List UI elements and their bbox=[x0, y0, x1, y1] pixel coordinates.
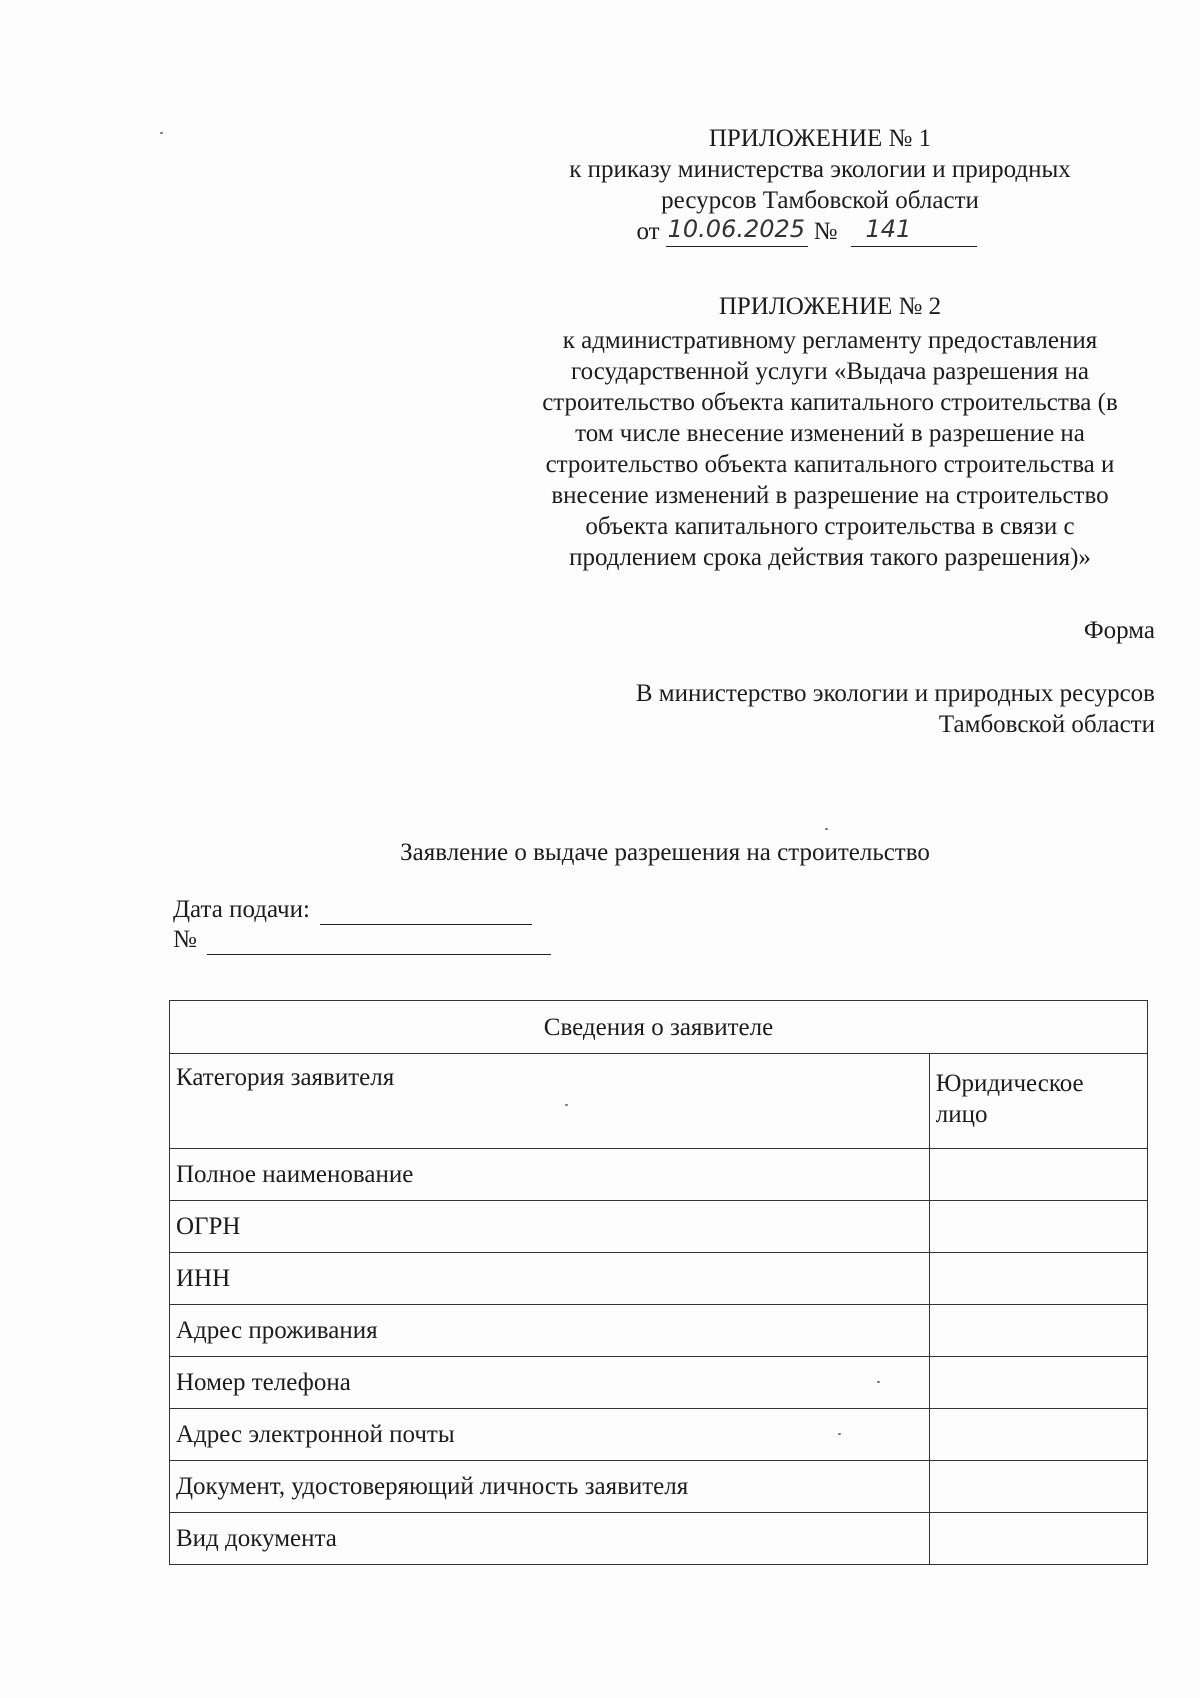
appendix-2-line: государственной услуги «Выдача разрешения на bbox=[571, 358, 1089, 385]
appendix-2-line: к административному регламенту предоставления bbox=[562, 327, 1098, 354]
appendix-1-line-2: ресурсов Тамбовской области bbox=[661, 187, 979, 214]
row-value-cell[interactable] bbox=[929, 1461, 1147, 1513]
form-label: Форма bbox=[1083, 617, 1155, 644]
applicant-info-table bbox=[169, 1000, 1148, 1565]
row-value-cell[interactable] bbox=[929, 1149, 1147, 1201]
category-value-line-1: Юридическое bbox=[935, 1070, 1084, 1097]
order-date-handwritten: 10.06.2025 bbox=[667, 215, 806, 243]
appendix-2-title: ПРИЛОЖЕНИЕ № 2 bbox=[718, 293, 942, 320]
row-label: Адрес проживания bbox=[170, 1305, 930, 1357]
scan-speck bbox=[877, 1381, 880, 1383]
filing-date-field[interactable] bbox=[320, 900, 532, 925]
order-number-handwritten: 141 bbox=[865, 215, 912, 243]
appendix-2-header bbox=[480, 291, 1180, 573]
appendix-2-line: строительство объекта капитального строительства (в bbox=[542, 389, 1118, 416]
row-label: Документ, удостоверяющий личность заявителя bbox=[170, 1461, 930, 1513]
appendix-2-line: внесение изменений в разрешение на строительство bbox=[551, 482, 1109, 509]
appendix-2-line: том числе внесение изменений в разрешение на bbox=[575, 420, 1085, 447]
table-row bbox=[170, 1149, 1148, 1201]
category-value-line-2: лицо bbox=[935, 1101, 988, 1128]
document-title: Заявление о выдаче разрешения на строительство bbox=[400, 839, 930, 866]
appendix-1-header bbox=[500, 123, 1140, 250]
table-row bbox=[170, 1305, 1148, 1357]
scan-speck bbox=[565, 1104, 568, 1106]
row-value-cell[interactable] bbox=[929, 1253, 1147, 1305]
row-value-cell[interactable] bbox=[929, 1201, 1147, 1253]
table-row bbox=[170, 1357, 1148, 1409]
appendix-2-line: объекта капитального строительства в связи с bbox=[585, 513, 1075, 540]
appendix-1-line-1: к приказу министерства экологии и природных bbox=[569, 156, 1071, 183]
addressee-line-1: В министерство экологии и природных ресурсов bbox=[635, 680, 1155, 707]
row-value-cell[interactable] bbox=[929, 1305, 1147, 1357]
addressee-line-2: Тамбовской области bbox=[938, 711, 1155, 738]
table-row bbox=[170, 1054, 1148, 1149]
number-prefix: № bbox=[813, 218, 838, 245]
appendix-2-line: строительство объекта капитального строительства и bbox=[545, 451, 1115, 478]
row-label: ИНН bbox=[170, 1253, 930, 1305]
table-header: Сведения о заявителе bbox=[170, 1001, 1148, 1054]
row-label: Номер телефона bbox=[170, 1357, 930, 1409]
order-date-number-line bbox=[500, 216, 1140, 250]
scan-speck bbox=[160, 132, 163, 134]
filing-date-label: Дата подачи: bbox=[173, 896, 310, 923]
filing-fields bbox=[173, 895, 551, 955]
filing-number-field[interactable] bbox=[207, 930, 551, 955]
filing-date-row bbox=[173, 895, 551, 925]
filing-number-row bbox=[173, 925, 551, 955]
filing-number-label: № bbox=[173, 926, 197, 953]
table-row bbox=[170, 1409, 1148, 1461]
table-row bbox=[170, 1201, 1148, 1253]
table-row bbox=[170, 1513, 1148, 1565]
row-label: Адрес электронной почты bbox=[170, 1409, 930, 1461]
table-header-row bbox=[170, 1001, 1148, 1054]
row-label: Вид документа bbox=[170, 1513, 930, 1565]
category-value bbox=[929, 1054, 1147, 1149]
row-value-cell[interactable] bbox=[929, 1357, 1147, 1409]
row-label: Полное наименование bbox=[170, 1149, 930, 1201]
order-date-field bbox=[666, 215, 808, 247]
row-value-cell[interactable] bbox=[929, 1513, 1147, 1565]
date-prefix: от bbox=[636, 218, 660, 245]
category-label: Категория заявителя bbox=[170, 1054, 930, 1149]
scan-speck bbox=[838, 1433, 841, 1435]
appendix-2-line: продлением срока действия такого разрешения)» bbox=[569, 544, 1091, 571]
order-number-field bbox=[851, 215, 977, 247]
scan-speck bbox=[825, 828, 828, 830]
table-row bbox=[170, 1461, 1148, 1513]
appendix-1-title: ПРИЛОЖЕНИЕ № 1 bbox=[708, 125, 932, 152]
table-row bbox=[170, 1253, 1148, 1305]
row-label: ОГРН bbox=[170, 1201, 930, 1253]
row-value-cell[interactable] bbox=[929, 1409, 1147, 1461]
addressee bbox=[636, 678, 1155, 740]
